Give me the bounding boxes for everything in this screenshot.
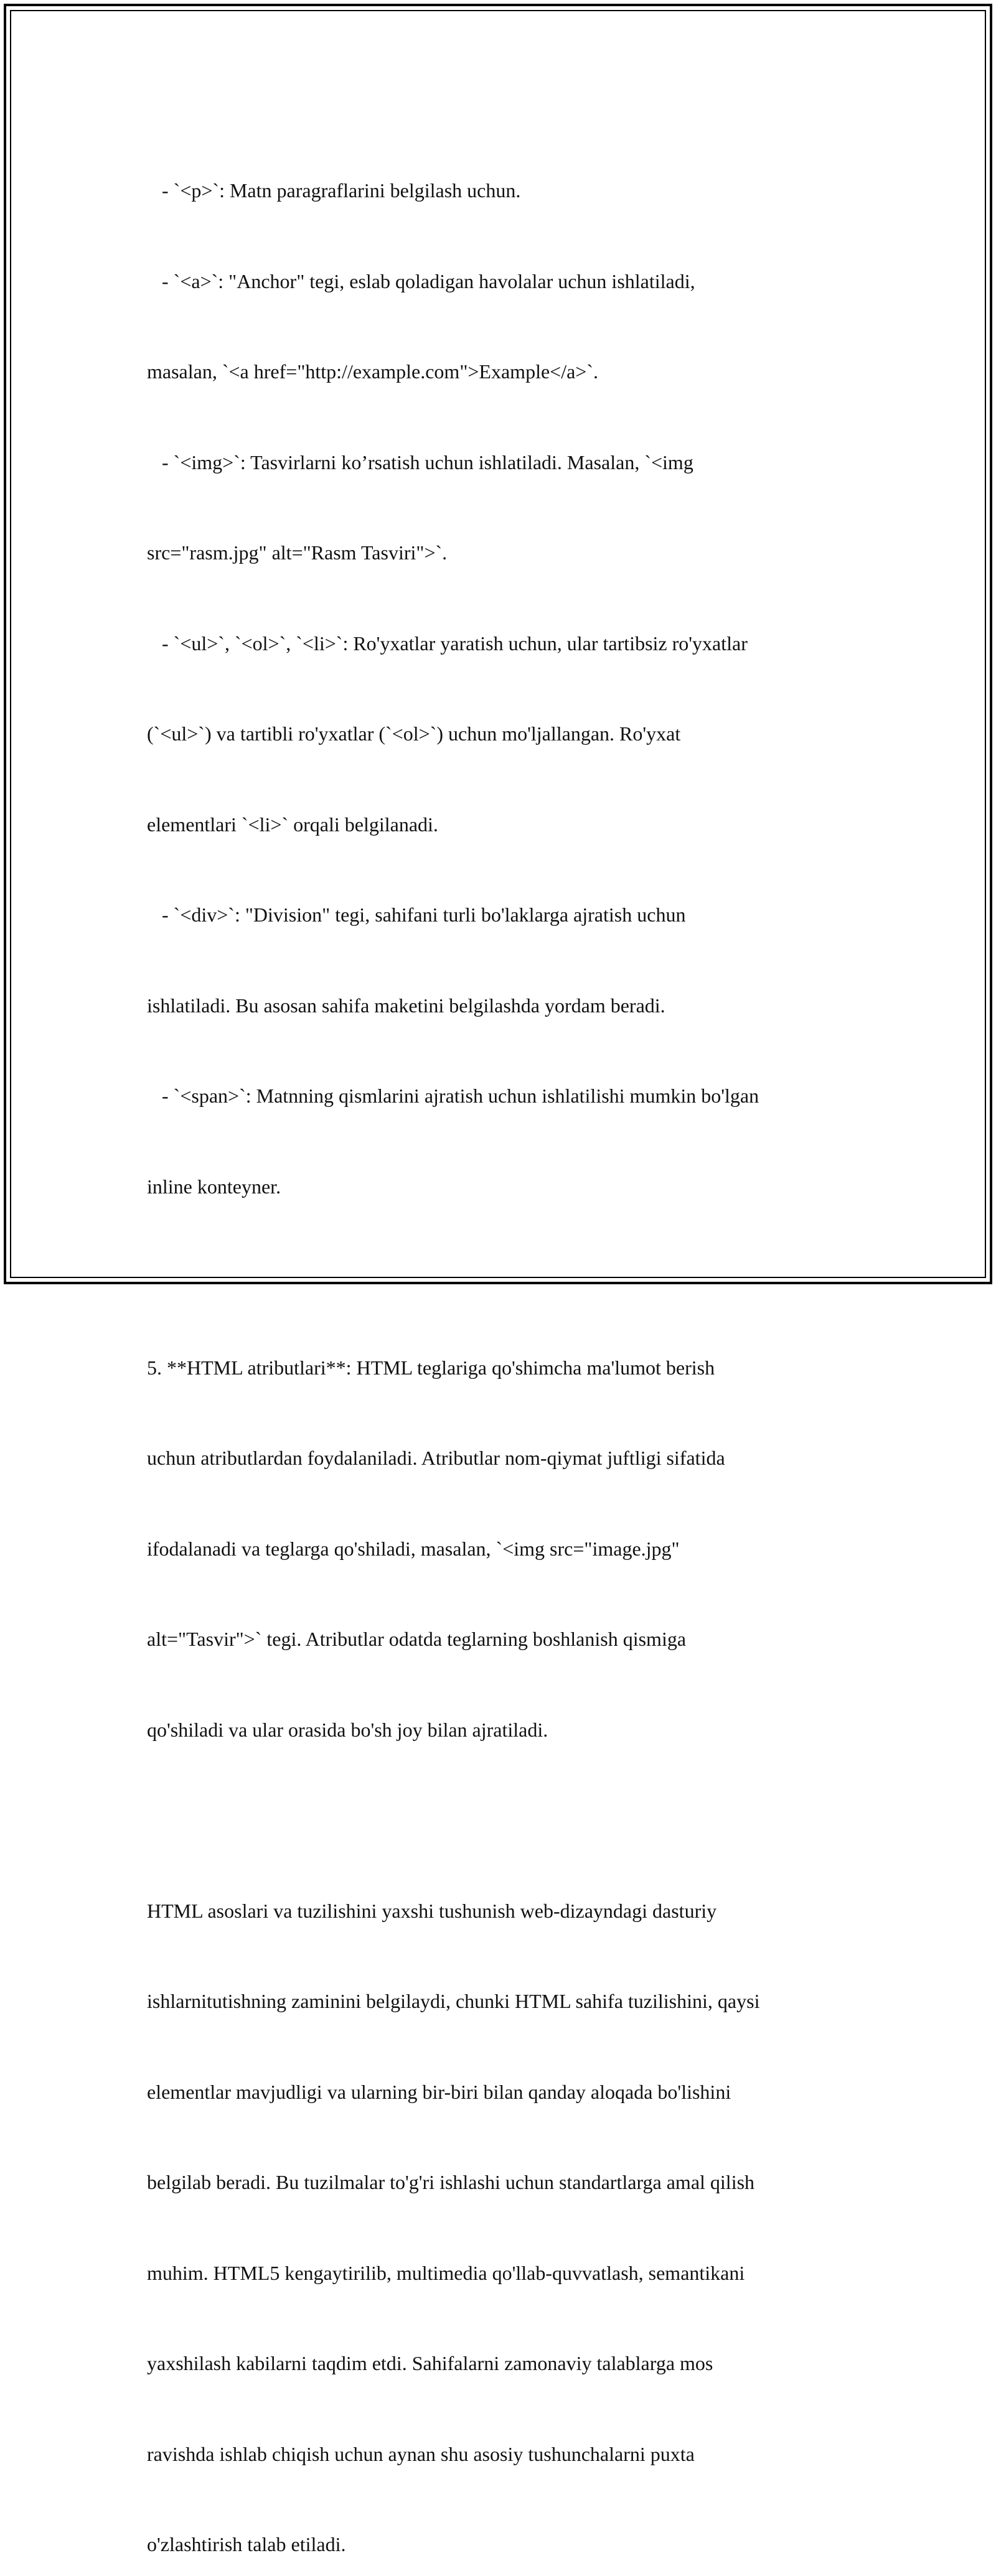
text-line: inline konteyner. [147,1175,281,1198]
text-line: - `<p>`: Matn paragraflarini belgilash uchun. [147,179,521,202]
text-line: ishlarnitutishning zaminini belgilaydi, chunki HTML sahifa tuzilishini, qaysi [147,1990,760,2012]
text-line: masalan, `<a href="http://example.com">Example</a>`. [147,360,598,383]
text-line: - `<div>`: "Division" tegi, sahifani turli bo'laklarga ajratish uchun [147,903,686,926]
document-body [147,115,863,2576]
text-line: alt="Tasvir">` tegi. Atributlar odatda teglarning boshlanish qismiga [147,1628,687,1650]
text-line: uchun atributlardan foydalaniladi. Atributlar nom-qiymat juftligi sifatida [147,1447,725,1469]
blank-line [147,1262,863,1292]
text-line: qo'shiladi va ular orasida bo'sh joy bilan ajratiladi. [147,1718,548,1741]
text-line: src="rasm.jpg" alt="Rasm Tasviri">`. [147,541,448,564]
text-line: 5. **HTML atributlari**: HTML teglariga qo'shimcha ma'lumot berish [147,1356,715,1379]
text-line: o'zlashtirish talab etiladi. [147,2533,346,2555]
text-line: - `<ul>`, `<ol>`, `<li>`: Ro'yxatlar yaratish uchun, ular tartibsiz ro'yxatlar [147,632,748,655]
text-line: elementlari `<li>` orqali belgilanadi. [147,813,438,836]
text-line: ravishda ishlab chiqish uchun aynan shu asosiy tushunchalarni puxta [147,2442,695,2465]
text-line: muhim. HTML5 kengaytirilib, multimedia qo'llab-quvvatlash, semantikani [147,2261,745,2284]
text-line: HTML asoslari va tuzilishini yaxshi tushunish web-dizayndagi dasturiy [147,1899,717,1922]
text-line: ifodalanadi va teglarga qo'shiladi, masalan, `<img src="image.jpg" [147,1537,680,1560]
text-line: - `<a>`: "Anchor" tegi, eslab qoladigan havolalar uchun ishlatiladi, [147,269,695,292]
text-line: - `<img>`: Tasvirlarni ko’rsatish uchun ishlatiladi. Masalan, `<img [147,450,693,474]
text-line: ishlatiladi. Bu asosan sahifa maketini belgilashda yordam beradi. [147,994,665,1017]
text-line: yaxshilash kabilarni taqdim etdi. Sahifalarni zamonaviy talablarga mos [147,2352,713,2374]
text-line: - `<span>`: Matnning qismlarini ajratish uchun ishlatilishi mumkin bo'lgan [147,1085,759,1107]
blank-line [147,1805,863,1836]
text-line: elementlar mavjudligi va ularning bir-biri bilan qanday aloqada bo'lishini [147,2080,731,2103]
text-line: (`<ul>`) va tartibli ro'yxatlar (`<ol>`) uchun mo'ljallangan. Ro'yxat [147,722,681,745]
text-line: belgilab beradi. Bu tuzilmalar to'g'ri ishlashi uchun standartlarga amal qilish [147,2171,755,2193]
